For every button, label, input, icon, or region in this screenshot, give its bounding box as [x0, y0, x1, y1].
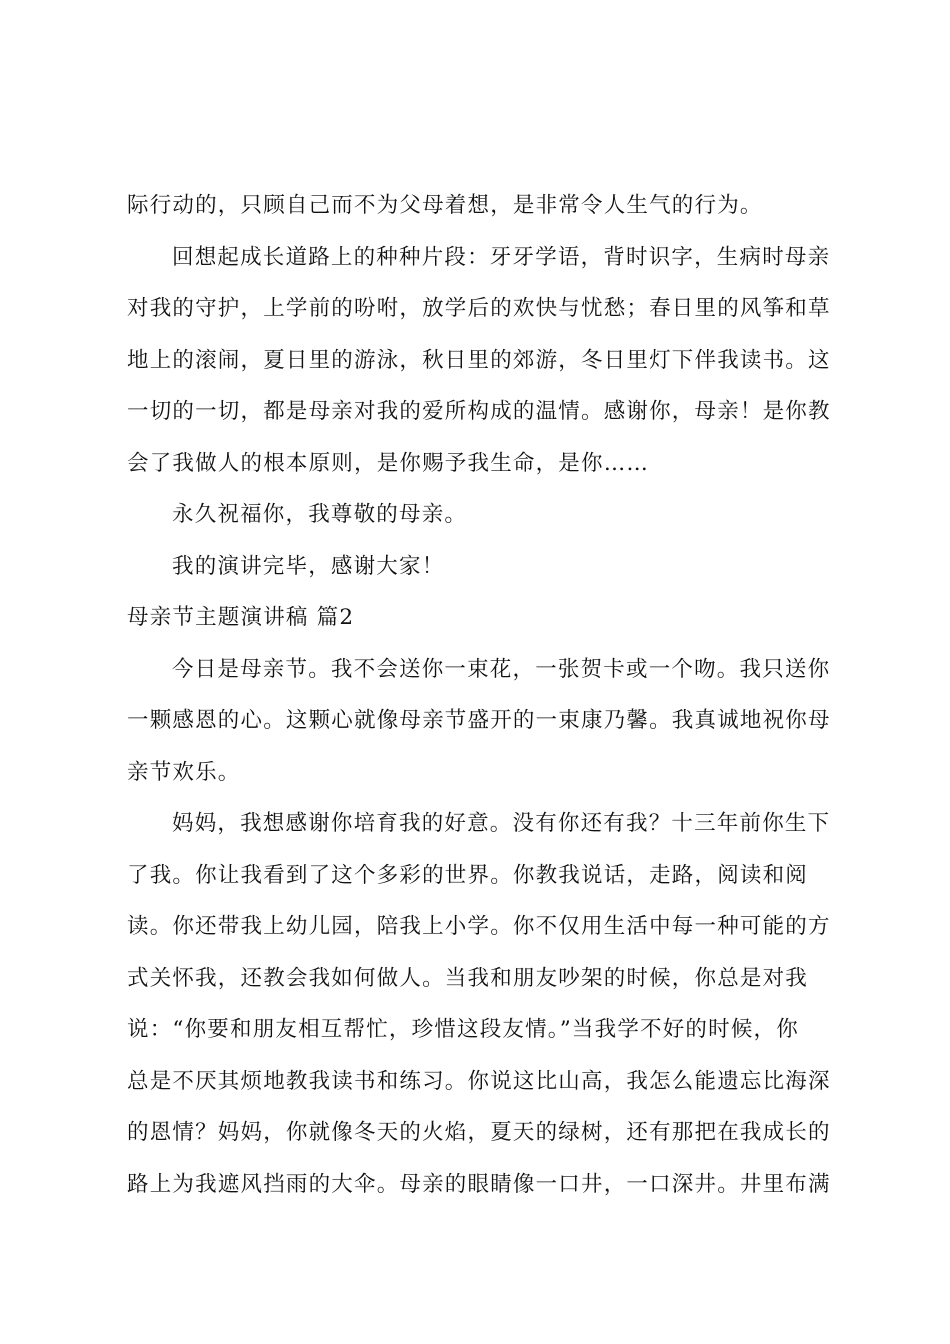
section-heading [127, 592, 827, 644]
text-line: 对我的守护，上学前的吩咐，放学后的欢快与忧愁；春日里的风筝和草 [127, 296, 831, 321]
paragraph-blessing [127, 489, 827, 541]
text-line: 路上为我遮风挡雨的大伞。母亲的眼睛像一口井，一口深井。井里布满 [127, 1171, 831, 1197]
text-line: 地上的滚闹，夏日里的游泳，秋日里的郊游，冬日里灯下伴我读书。这 [127, 347, 831, 373]
paragraph-closing [127, 541, 827, 593]
heading-text: 母亲节主题演讲稿 篇2 [127, 605, 355, 630]
paragraph-mothers-day [127, 644, 831, 799]
text-line: 今日是母亲节。我不会送你一束花，一张贺卡或一个吻。我只送你 [172, 656, 831, 682]
paragraph-continuation [127, 180, 827, 232]
text-line: 了我。你让我看到了这个多彩的世界。你教我说话，走路，阅读和阅 [127, 862, 809, 888]
text-line: 读。你还带我上幼儿园，陪我上小学。你不仅用生活中每一种可能的方 [127, 914, 831, 939]
text-line: 的恩情？妈妈，你就像冬天的火焰，夏天的绿树，还有那把在我成长的 [127, 1120, 831, 1145]
text-line: 说：“你要和朋友相互帮忙，珍惜这段友情。”当我学不好的时候，你 [127, 1017, 799, 1042]
document-body [127, 180, 831, 1210]
text-line: 总是不厌其烦地教我读书和练习。你说这比山高，我怎么能遗忘比海深 [127, 1068, 831, 1094]
paragraph-memories [127, 232, 831, 490]
text-line: 会了我做人的根本原则，是你赐予我生命，是你…… [127, 450, 650, 476]
text-line: 式关怀我，还教会我如何做人。当我和朋友吵架的时候，你总是对我 [127, 965, 809, 991]
text-line: 际行动的，只顾自己而不为父母着想，是非常令人生气的行为。 [127, 193, 763, 218]
text-line: 一颗感恩的心。这颗心就像母亲节盛开的一束康乃馨。我真诚地祝你母 [127, 708, 831, 733]
text-line: 回想起成长道路上的种种片段：牙牙学语，背时识字，生病时母亲 [172, 244, 831, 270]
text-line: 妈妈，我想感谢你培育我的好意。没有你还有我？十三年前你生下 [172, 811, 831, 836]
text-line: 一切的一切，都是母亲对我的爱所构成的温情。感谢你，母亲！是你教 [127, 399, 831, 424]
text-line: 我的演讲完毕，感谢大家！ [172, 553, 445, 579]
text-line: 永久祝福你，我尊敬的母亲。 [172, 502, 468, 527]
paragraph-gratitude [127, 798, 831, 1210]
text-line: 亲节欢乐。 [127, 759, 241, 785]
